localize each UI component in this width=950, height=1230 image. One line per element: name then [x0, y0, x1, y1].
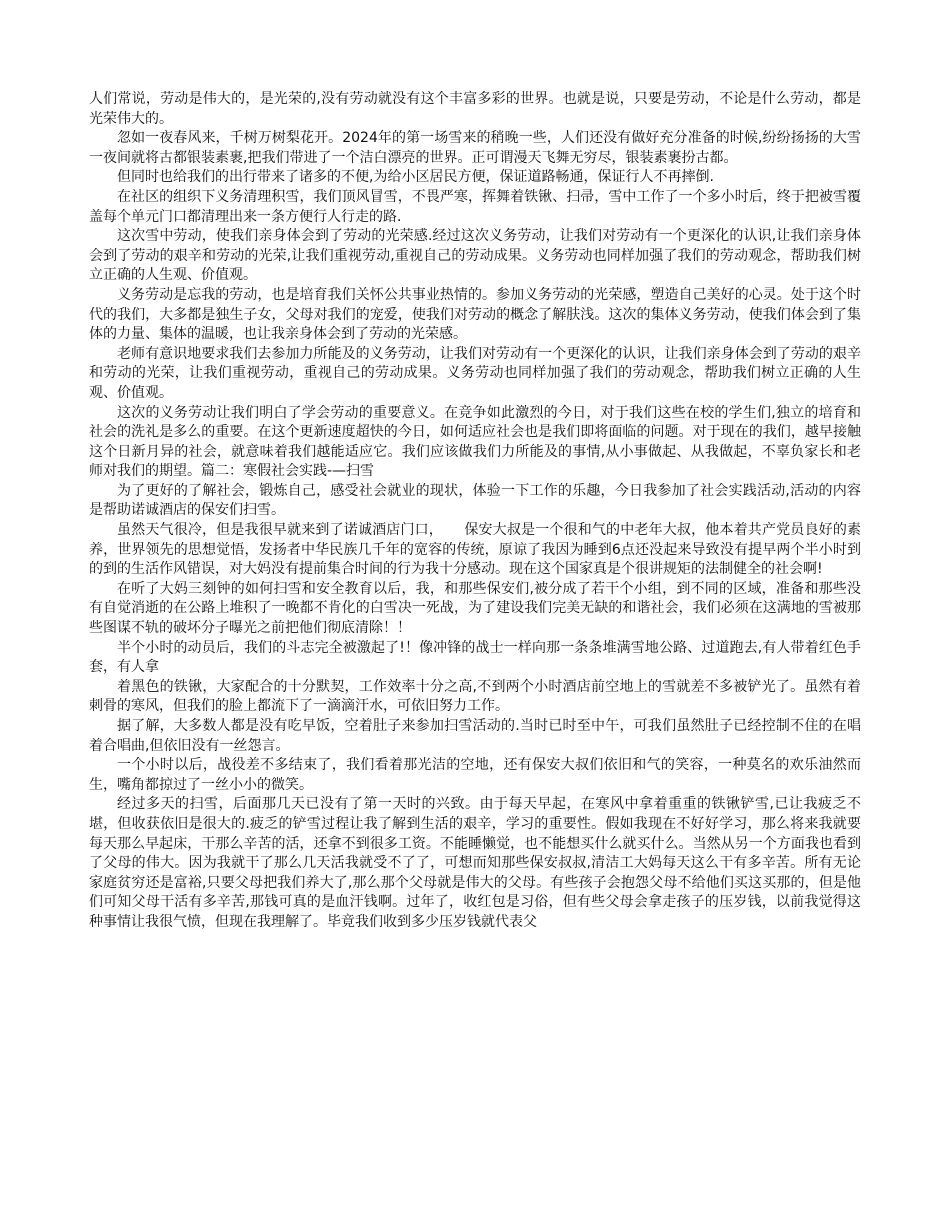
- paragraph: 这次的义务劳动让我们明白了学会劳动的重要意义。在竞争如此激烈的今日，对于我们这些在校的学生们,独立的培育和社会的洗礼是多么的重要。在这个更新速度超快的今日，如何适应社会也是我们即将面临的问题。对于现在的我们，越早接触这个日新月异的社会，就意味着我们越能适应它。我们应该做我们力所能及的事情,从小事做起、从我做起，不辜负家长和老师对我们的期望。篇二：寒假社会实践-—扫雪: [89, 404, 861, 480]
- paragraph: 着黑色的铁锹，大家配合的十分默契，工作效率十分之高,不到两个小时酒店前空地上的雪就差不多被铲光了。虽然有着刺骨的寒风，但我们的脸上都流下了一滴滴汗水，可依旧努力工作。: [89, 678, 861, 715]
- paragraph: 这次雪中劳动，使我们亲身体会到了劳动的光荣感.经过这次义务劳动，让我们对劳动有一个更深化的认识,让我们亲身体会到了劳动的艰辛和劳动的光荣,让我们重视劳动,重视自己的劳动成果。义务劳动也同样加强了我们的劳动观念，帮助我们树立正确的人生观、价值观。: [89, 228, 861, 284]
- paragraph: 为了更好的了解社会，锻炼自己，感受社会就业的现状，体验一下工作的乐趣，今日我参加了社会实践活动,活动的内容是帮助诺诚酒店的保安们扫雪。: [89, 482, 861, 519]
- paragraph: 经过多天的扫雪，后面那几天已没有了第一天时的兴致。由于每天早起，在寒风中拿着重重的铁锹铲雪,已让我疲乏不堪，但收获依旧是很大的.疲乏的铲雪过程让我了解到生活的艰辛，学习的重要性。假如我现在不好好学习，那么将来我就要每天那么早起床，干那么辛苦的活，还拿不到很多工资。不能睡懒觉，也不能想买什么就买什么。当然从另一个方面我也看到了父母的伟大。因为我就干了那么几天活我就受不了了，可想而知那些保安叔叔,清洁工大妈每天这么干有多辛苦。所有无论家庭贫穷还是富裕,只要父母把我们养大了,那么那个父母就是伟大的父母。有些孩子会抱怨父母不给他们买这买那的，但是他们可知父母干活有多辛苦,那钱可真的是血汗钱啊。过年了，收红包是习俗，但有些父母会拿走孩子的压岁钱，以前我觉得这种事情让我很气愤，但现在我理解了。毕竟我们收到多少压岁钱就代表父: [89, 796, 861, 930]
- paragraph: 半个小时的动员后，我们的斗志完全被激起了!！像冲锋的战士一样向那一条条堆满雪地公路、过道跑去,有人带着红色手套，有人拿: [89, 639, 861, 676]
- paragraph: 在社区的组织下义务清理积雪，我们顶风冒雪，不畏严寒，挥舞着铁锹、扫帚，雪中工作了一个多小时后，终于把被雪覆盖每个单元门口都清理出来一条方便行人行走的路.: [89, 188, 861, 225]
- paragraph: 一个小时以后，战役差不多结束了，我们看着那光洁的空地，还有保安大叔们依旧和气的笑容，一种莫名的欢乐油然而生，嘴角都掠过了一丝小小的微笑。: [89, 757, 861, 793]
- paragraph: 忽如一夜春风来，千树万树梨花开。2024年的第一场雪来的稍晚一些，人们还没有做好充分准备的时候,纷纷扬扬的大雪一夜间就将古都银装素裹,把我们带进了一个洁白漂亮的世界。正可谓漫天飞舞无穷尽，银装素裹扮古都。: [89, 130, 861, 166]
- paragraph: 在听了大妈三刻钟的如何扫雪和安全教育以后，我，和那些保安们,被分成了若干个小组，到不同的区域，准备和那些没有自觉消逝的在公路上堆积了一晚都不肯化的白雪决一死战，为了建设我们完美无缺的和谐社会，我们必须在这满地的雪被那些图谋不轨的破坏分子曝光之前把他们彻底清除！！: [89, 580, 861, 637]
- document-page: [89, 90, 861, 933]
- paragraph: 据了解，大多数人都是没有吃早饭，空着肚子来参加扫雪活动的.当时已时至中午，可我们虽然肚子已经控制不住的在唱着合唱曲,但依旧没有一丝怨言。: [89, 718, 861, 754]
- paragraph: 虽然天气很冷，但是我很早就来到了诺诚酒店门口， 保安大叔是一个很和气的中老年大叔，他本着共产党员良好的素养，世界领先的思想觉悟，发扬者中华民族几千年的宽容的传统，原谅了我因为睡到6点还没起来导致没有提早两个半小时到的到的生活作风错误，对大妈没有提前集合时间的行为我十分感动。现在这个国家真是个很讲规矩的法制健全的社会啊!: [89, 522, 861, 578]
- paragraph: 人们常说，劳动是伟大的，是光荣的,没有劳动就没有这个丰富多彩的世界。也就是说，只要是劳动，不论是什么劳动，都是光荣伟大的。: [89, 91, 861, 127]
- paragraph: 老师有意识地要求我们去参加力所能及的义务劳动，让我们对劳动有一个更深化的认识，让我们亲身体会到了劳动的艰辛和劳动的光荣，让我们重视劳动，重视自己的劳动成果。义务劳动也同样加强了我们的劳动观念，帮助我们树立正确的人生观、价值观。: [89, 345, 861, 401]
- paragraph: 但同时也给我们的出行带来了诸多的不便,为给小区居民方便，保证道路畅通，保证行人不再摔倒.: [117, 169, 714, 186]
- paragraph: 义务劳动是忘我的劳动，也是培育我们关怀公共事业热情的。参加义务劳动的光荣感，塑造自己美好的心灵。处于这个时代的我们，大多都是独生子女，父母对我们的宠爱，使我们对劳动的概念了解肤浅。这次的集体义务劳动，使我们体会到了集体的力量、集体的温暖，也让我亲身体会到了劳动的光荣感。: [89, 286, 861, 343]
